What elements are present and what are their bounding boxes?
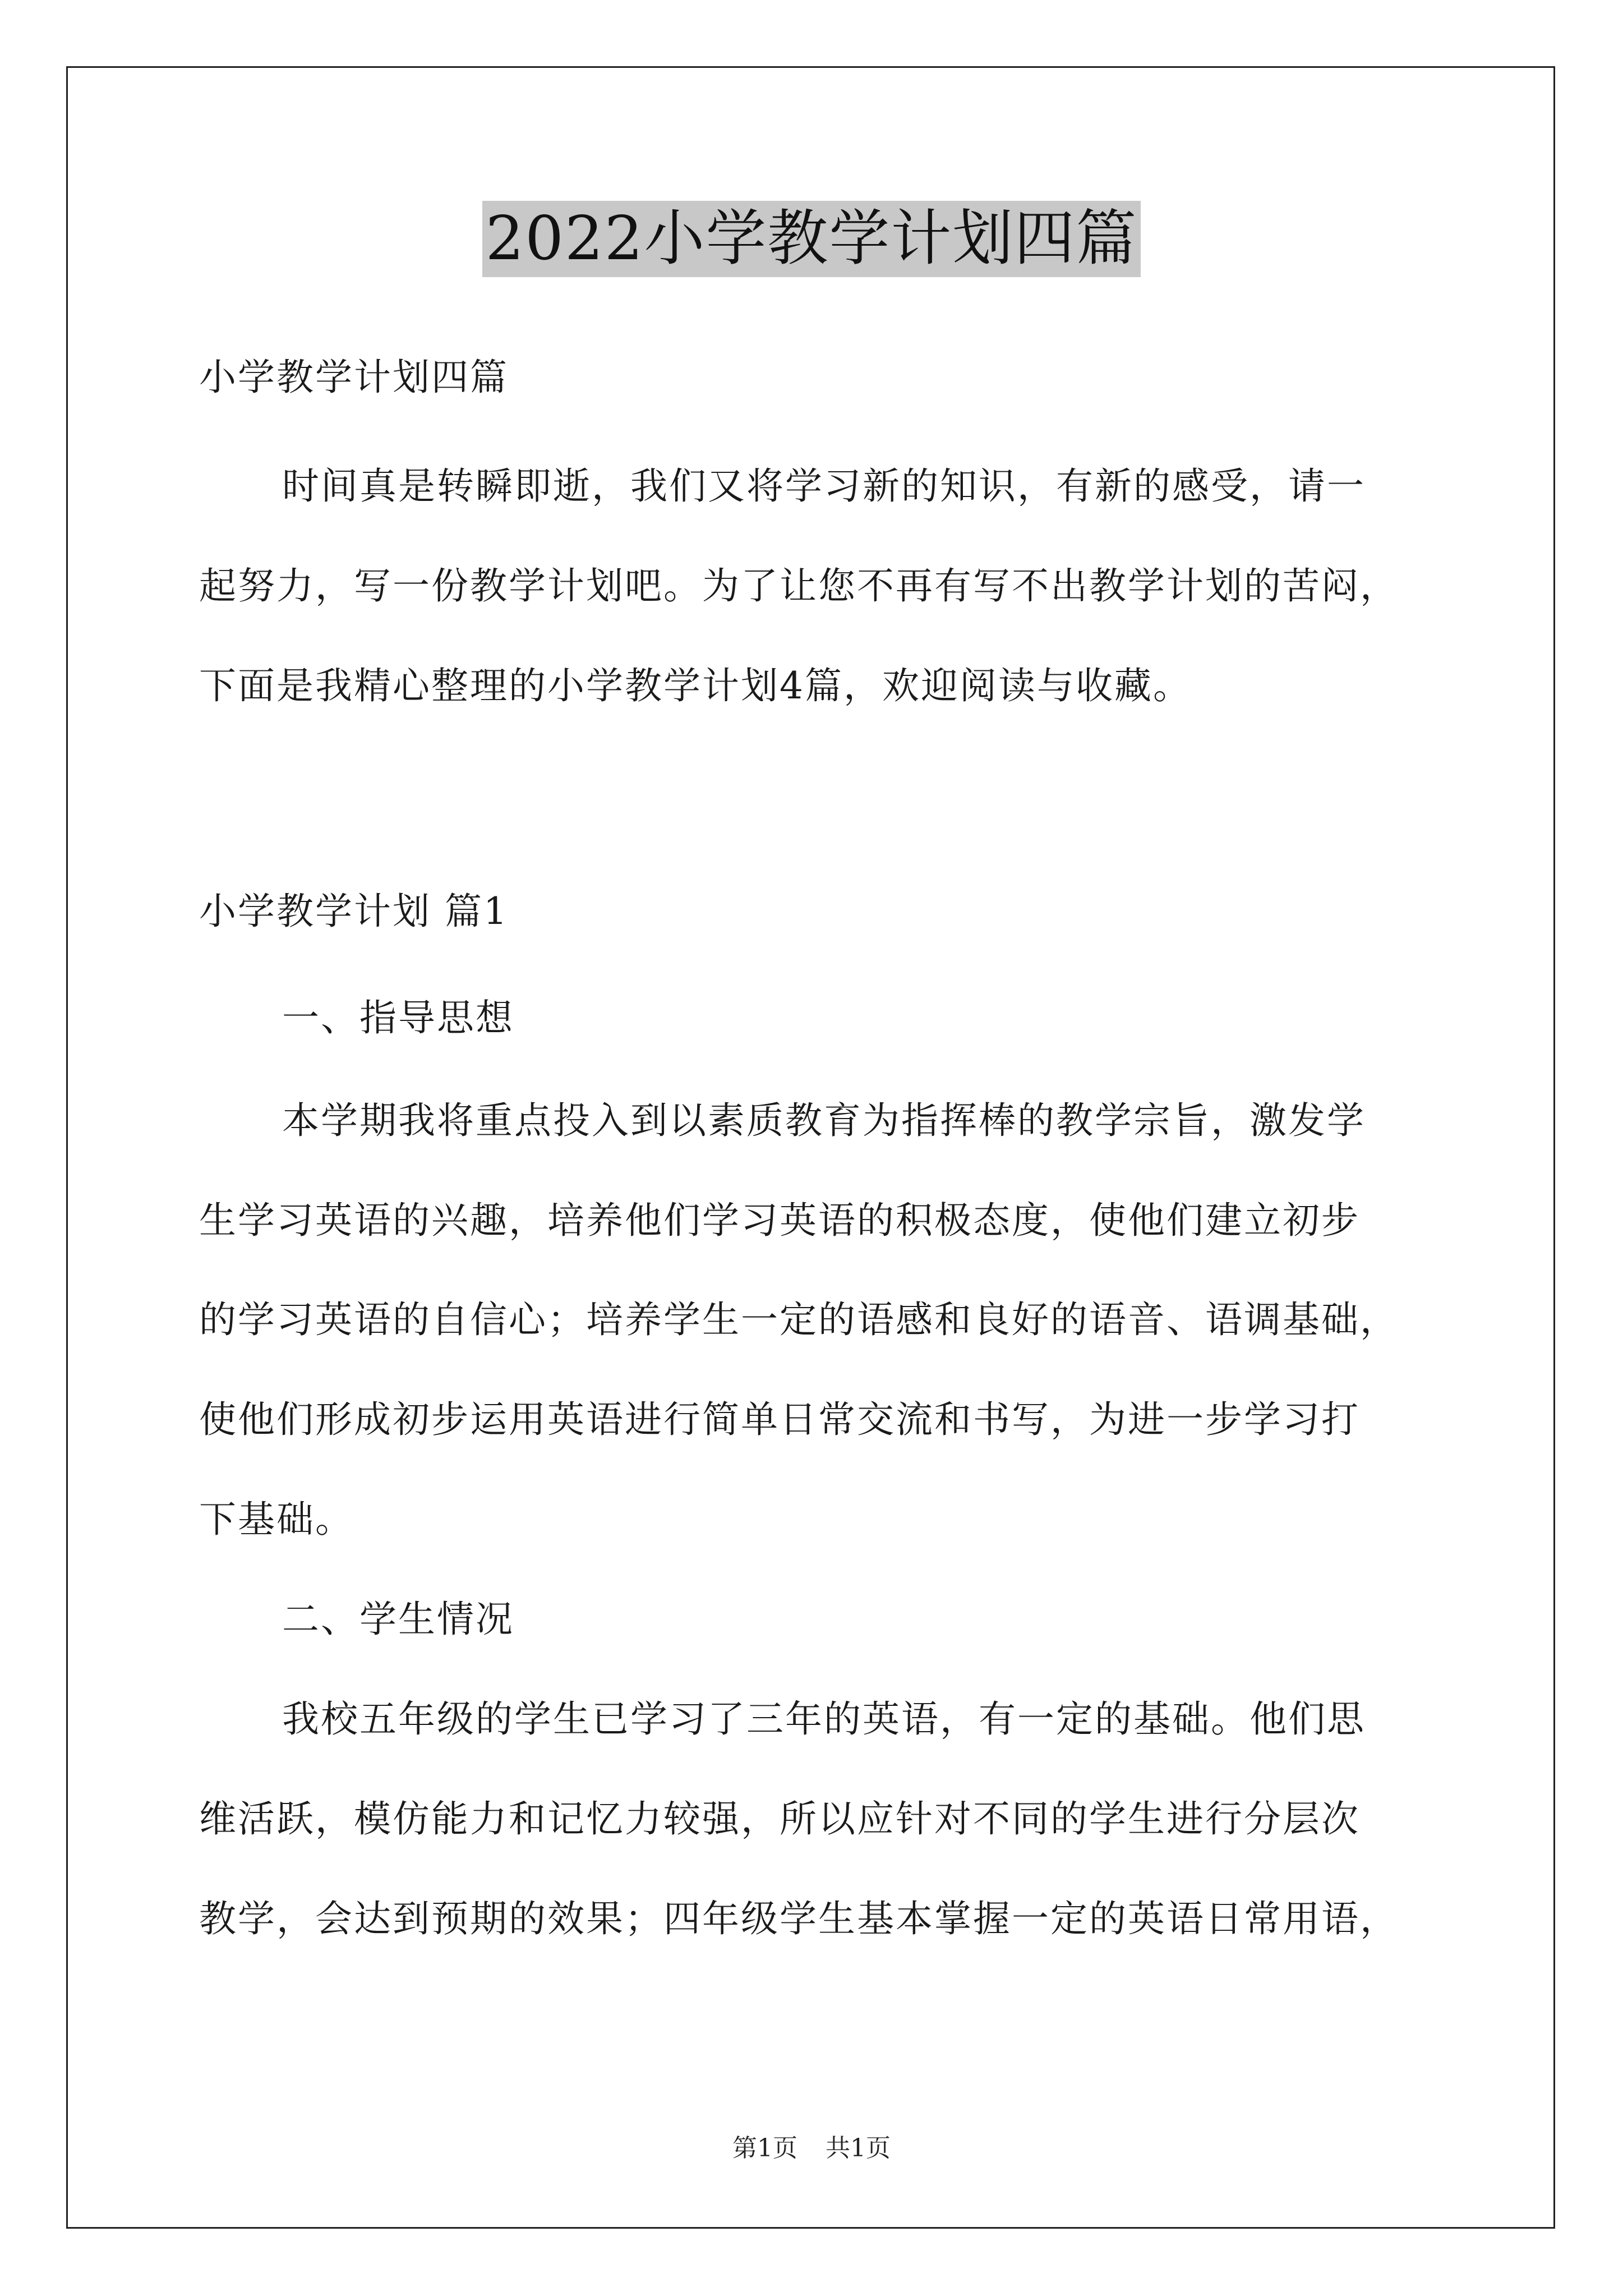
part1-line: 下基础。 <box>199 1498 354 1541</box>
intro-line: 起努力，写一份教学计划吧。为了让您不再有写不出教学计划的苦闷， <box>199 564 1399 608</box>
part2-heading: 二、学生情况 <box>282 1598 514 1641</box>
document-subtitle: 小学教学计划四篇 <box>199 356 509 399</box>
part1-line: 生学习英语的兴趣，培养他们学习英语的积极态度，使他们建立初步 <box>199 1199 1360 1242</box>
page-footer <box>0 2132 1623 2165</box>
section-heading: 小学教学计划 篇1 <box>199 890 509 933</box>
part1-line: 的学习英语的自信心；培养学生一定的语感和良好的语音、语调基础， <box>199 1298 1399 1341</box>
part1-heading: 一、指导思想 <box>282 996 514 1039</box>
title-container <box>0 201 1623 277</box>
page-total: 共1页 <box>826 2134 891 2162</box>
part1-line: 使他们形成初步运用英语进行简单日常交流和书写，为进一步学习打 <box>199 1398 1360 1441</box>
part1-line: 本学期我将重点投入到以素质教育为指挥棒的教学宗旨，激发学 <box>282 1099 1366 1142</box>
document-title: 2022小学教学计划四篇 <box>482 201 1141 277</box>
intro-line: 时间真是转瞬即逝，我们又将学习新的知识，有新的感受，请一 <box>282 464 1366 508</box>
part2-line: 维活跃，模仿能力和记忆力较强，所以应针对不同的学生进行分层次 <box>199 1797 1360 1841</box>
part2-line: 教学，会达到预期的效果；四年级学生基本掌握一定的英语日常用语， <box>199 1897 1399 1940</box>
intro-line: 下面是我精心整理的小学教学计划4篇，欢迎阅读与收藏。 <box>199 664 1192 707</box>
part2-line: 我校五年级的学生已学习了三年的英语，有一定的基础。他们思 <box>282 1697 1366 1741</box>
page-number: 第1页 <box>732 2134 797 2162</box>
